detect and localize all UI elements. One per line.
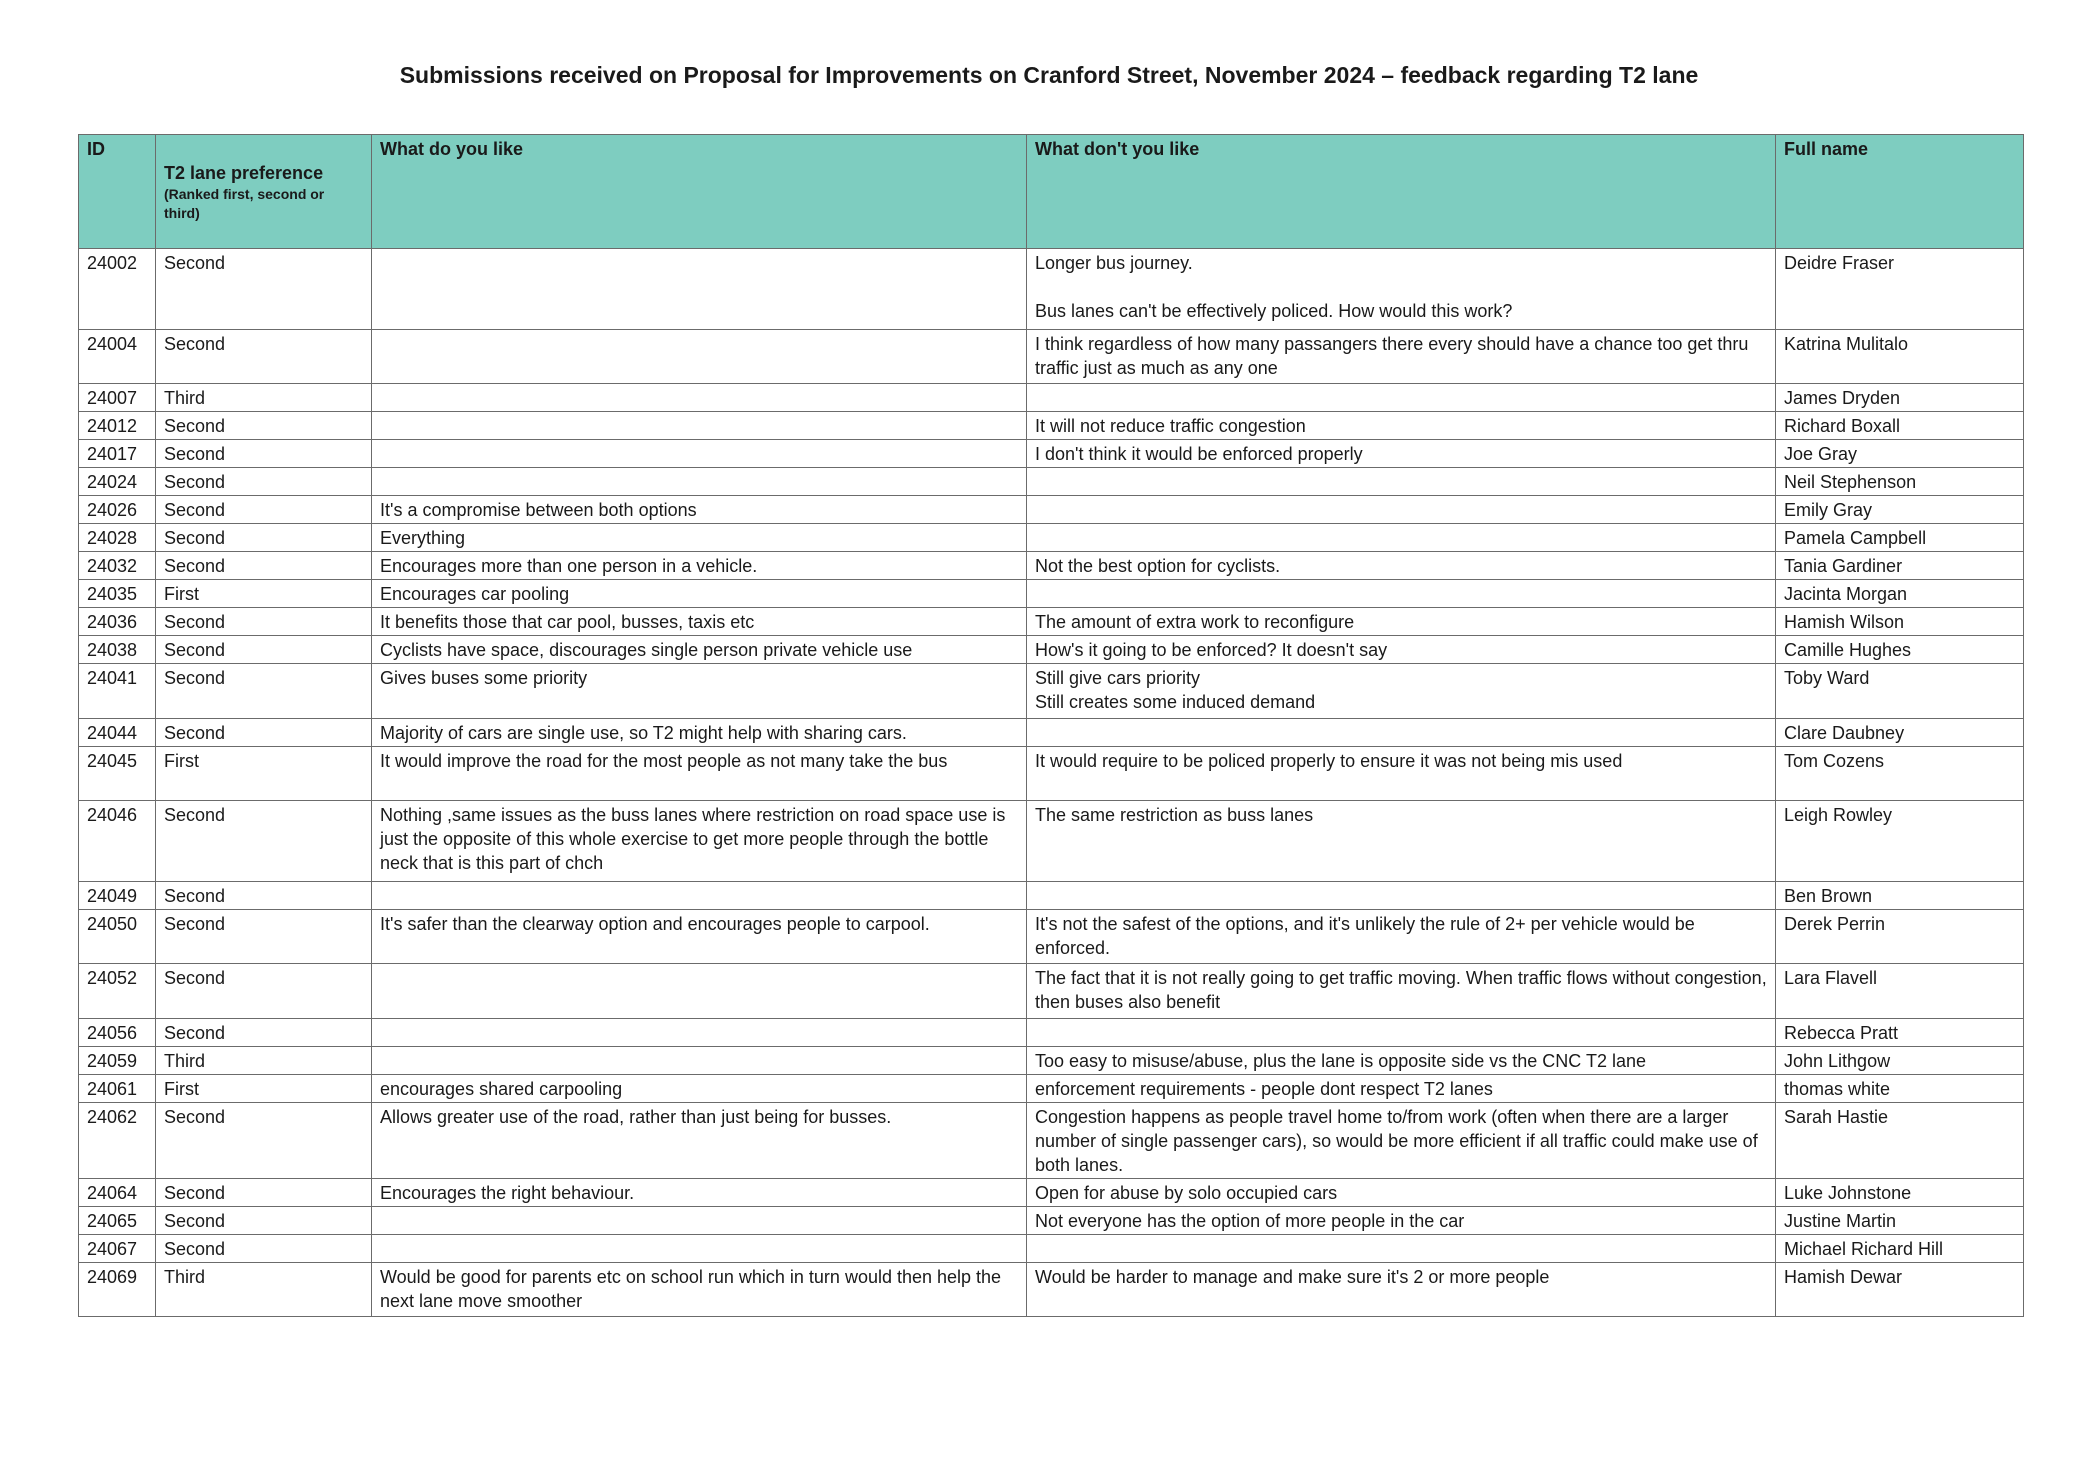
cell-dislike <box>1027 524 1776 552</box>
cell-full-name: James Dryden <box>1776 384 2024 412</box>
cell-id: 24044 <box>79 719 156 747</box>
cell-like: It's safer than the clearway option and encourages people to carpool. <box>372 910 1027 964</box>
cell-id: 24028 <box>79 524 156 552</box>
header-preference-subtitle: (Ranked first, second or third) <box>164 186 325 221</box>
cell-preference: Second <box>156 1179 372 1207</box>
cell-like <box>372 384 1027 412</box>
cell-preference: First <box>156 1075 372 1103</box>
cell-like <box>372 412 1027 440</box>
cell-preference: Second <box>156 1019 372 1047</box>
cell-dislike: How's it going to be enforced? It doesn't say <box>1027 636 1776 664</box>
cell-like: encourages shared carpooling <box>372 1075 1027 1103</box>
cell-preference: Second <box>156 664 372 719</box>
cell-dislike: It would require to be policed properly to ensure it was not being mis used <box>1027 747 1776 801</box>
cell-full-name: Michael Richard Hill <box>1776 1235 2024 1263</box>
cell-preference: Third <box>156 384 372 412</box>
table-row <box>79 330 2024 384</box>
cell-full-name: Justine Martin <box>1776 1207 2024 1235</box>
table-row <box>79 1235 2024 1263</box>
cell-dislike: The same restriction as buss lanes <box>1027 801 1776 882</box>
table-row <box>79 412 2024 440</box>
cell-full-name: Hamish Wilson <box>1776 608 2024 636</box>
table-body <box>79 249 2024 1317</box>
header-full-name: Full name <box>1776 135 2024 249</box>
cell-id: 24049 <box>79 882 156 910</box>
cell-id: 24062 <box>79 1103 156 1179</box>
cell-preference: Second <box>156 496 372 524</box>
table-row <box>79 719 2024 747</box>
cell-preference: First <box>156 747 372 801</box>
cell-like: Would be good for parents etc on school run which in turn would then help the next lane move smoother <box>372 1263 1027 1317</box>
cell-full-name: Camille Hughes <box>1776 636 2024 664</box>
cell-preference: Second <box>156 468 372 496</box>
cell-dislike: I think regardless of how many passangers there every should have a chance too get thru traffic just as much as any one <box>1027 330 1776 384</box>
cell-like: Nothing ,same issues as the buss lanes where restriction on road space use is just the opposite of this whole exercise to get more people through the bottle neck that is this part of chch <box>372 801 1027 882</box>
table-row <box>79 1103 2024 1179</box>
cell-preference: Third <box>156 1263 372 1317</box>
cell-like <box>372 468 1027 496</box>
cell-like <box>372 1019 1027 1047</box>
cell-full-name: Luke Johnstone <box>1776 1179 2024 1207</box>
table-row <box>79 1047 2024 1075</box>
cell-full-name: Toby Ward <box>1776 664 2024 719</box>
table-row <box>79 608 2024 636</box>
cell-like: It's a compromise between both options <box>372 496 1027 524</box>
cell-preference: First <box>156 580 372 608</box>
cell-dislike <box>1027 719 1776 747</box>
table-row <box>79 468 2024 496</box>
table-row <box>79 580 2024 608</box>
cell-dislike <box>1027 580 1776 608</box>
cell-preference: Second <box>156 1207 372 1235</box>
cell-like <box>372 249 1027 330</box>
table-row <box>79 636 2024 664</box>
cell-id: 24061 <box>79 1075 156 1103</box>
cell-id: 24017 <box>79 440 156 468</box>
cell-id: 24038 <box>79 636 156 664</box>
table-row <box>79 964 2024 1019</box>
cell-dislike <box>1027 1235 1776 1263</box>
cell-dislike: It's not the safest of the options, and it's unlikely the rule of 2+ per vehicle would be enforced. <box>1027 910 1776 964</box>
table-row <box>79 801 2024 882</box>
cell-full-name: Clare Daubney <box>1776 719 2024 747</box>
cell-dislike: Congestion happens as people travel home to/from work (often when there are a larger number of single passenger cars), so would be more efficient if all traffic could make use of both lanes. <box>1027 1103 1776 1179</box>
header-id: ID <box>79 135 156 249</box>
cell-preference: Second <box>156 552 372 580</box>
table-row <box>79 1019 2024 1047</box>
cell-like: Everything <box>372 524 1027 552</box>
cell-preference: Second <box>156 801 372 882</box>
cell-id: 24035 <box>79 580 156 608</box>
table-row <box>79 496 2024 524</box>
cell-id: 24007 <box>79 384 156 412</box>
cell-full-name: Emily Gray <box>1776 496 2024 524</box>
feedback-table <box>78 134 2024 1317</box>
cell-id: 24046 <box>79 801 156 882</box>
cell-preference: Second <box>156 524 372 552</box>
cell-dislike: Still give cars priority Still creates some induced demand <box>1027 664 1776 719</box>
cell-id: 24004 <box>79 330 156 384</box>
cell-full-name: Rebecca Pratt <box>1776 1019 2024 1047</box>
cell-like <box>372 1207 1027 1235</box>
table-row <box>79 552 2024 580</box>
cell-full-name: Derek Perrin <box>1776 910 2024 964</box>
cell-full-name: Neil Stephenson <box>1776 468 2024 496</box>
cell-like <box>372 1047 1027 1075</box>
cell-full-name: Ben Brown <box>1776 882 2024 910</box>
cell-like <box>372 964 1027 1019</box>
header-preference-label: T2 lane preference <box>164 163 324 183</box>
cell-like: Allows greater use of the road, rather than just being for busses. <box>372 1103 1027 1179</box>
page-title: Submissions received on Proposal for Improvements on Cranford Street, November 2024 – feedback regarding T2 lane <box>399 62 1699 88</box>
cell-preference: Second <box>156 910 372 964</box>
cell-preference: Second <box>156 440 372 468</box>
table-row <box>79 440 2024 468</box>
cell-like: Cyclists have space, discourages single person private vehicle use <box>372 636 1027 664</box>
cell-id: 24052 <box>79 964 156 1019</box>
cell-id: 24012 <box>79 412 156 440</box>
cell-preference: Second <box>156 636 372 664</box>
cell-preference: Second <box>156 608 372 636</box>
cell-like <box>372 440 1027 468</box>
cell-full-name: Tania Gardiner <box>1776 552 2024 580</box>
cell-dislike: Not everyone has the option of more people in the car <box>1027 1207 1776 1235</box>
cell-dislike <box>1027 496 1776 524</box>
cell-dislike <box>1027 468 1776 496</box>
cell-full-name: Tom Cozens <box>1776 747 2024 801</box>
cell-preference: Second <box>156 882 372 910</box>
table-row <box>79 664 2024 719</box>
cell-dislike: It will not reduce traffic congestion <box>1027 412 1776 440</box>
table-row <box>79 384 2024 412</box>
table-row <box>79 1075 2024 1103</box>
table-header-row <box>79 135 2024 249</box>
table-row <box>79 1179 2024 1207</box>
cell-id: 24065 <box>79 1207 156 1235</box>
cell-preference: Second <box>156 1235 372 1263</box>
header-preference <box>156 135 372 249</box>
cell-full-name: Lara Flavell <box>1776 964 2024 1019</box>
cell-like: It benefits those that car pool, busses, taxis etc <box>372 608 1027 636</box>
cell-id: 24069 <box>79 1263 156 1317</box>
cell-dislike: enforcement requirements - people dont respect T2 lanes <box>1027 1075 1776 1103</box>
cell-full-name: Sarah Hastie <box>1776 1103 2024 1179</box>
cell-full-name: Leigh Rowley <box>1776 801 2024 882</box>
cell-like <box>372 882 1027 910</box>
cell-id: 24064 <box>79 1179 156 1207</box>
table-row <box>79 1263 2024 1317</box>
cell-full-name: thomas white <box>1776 1075 2024 1103</box>
cell-dislike: Would be harder to manage and make sure it's 2 or more people <box>1027 1263 1776 1317</box>
header-like: What do you like <box>372 135 1027 249</box>
cell-like <box>372 1235 1027 1263</box>
table-row <box>79 524 2024 552</box>
cell-preference: Second <box>156 719 372 747</box>
cell-like: Encourages the right behaviour. <box>372 1179 1027 1207</box>
cell-dislike: The fact that it is not really going to get traffic moving. When traffic flows without congestion, then buses also benefit <box>1027 964 1776 1019</box>
cell-like: Gives buses some priority <box>372 664 1027 719</box>
cell-preference: Second <box>156 964 372 1019</box>
cell-preference: Second <box>156 330 372 384</box>
cell-dislike: Longer bus journey. Bus lanes can't be effectively policed. How would this work? <box>1027 249 1776 330</box>
cell-like: Encourages more than one person in a vehicle. <box>372 552 1027 580</box>
cell-full-name: Richard Boxall <box>1776 412 2024 440</box>
cell-id: 24041 <box>79 664 156 719</box>
cell-id: 24036 <box>79 608 156 636</box>
cell-preference: Third <box>156 1047 372 1075</box>
table-row <box>79 882 2024 910</box>
cell-preference: Second <box>156 1103 372 1179</box>
table-row <box>79 249 2024 330</box>
cell-full-name: John Lithgow <box>1776 1047 2024 1075</box>
cell-like: Majority of cars are single use, so T2 might help with sharing cars. <box>372 719 1027 747</box>
cell-dislike: I don't think it would be enforced properly <box>1027 440 1776 468</box>
cell-full-name: Jacinta Morgan <box>1776 580 2024 608</box>
cell-id: 24056 <box>79 1019 156 1047</box>
cell-id: 24002 <box>79 249 156 330</box>
table-row <box>79 910 2024 964</box>
cell-id: 24067 <box>79 1235 156 1263</box>
cell-dislike: Not the best option for cyclists. <box>1027 552 1776 580</box>
cell-id: 24024 <box>79 468 156 496</box>
cell-full-name: Joe Gray <box>1776 440 2024 468</box>
cell-preference: Second <box>156 412 372 440</box>
cell-dislike: Open for abuse by solo occupied cars <box>1027 1179 1776 1207</box>
cell-full-name: Hamish Dewar <box>1776 1263 2024 1317</box>
cell-dislike <box>1027 882 1776 910</box>
cell-full-name: Deidre Fraser <box>1776 249 2024 330</box>
cell-dislike: The amount of extra work to reconfigure <box>1027 608 1776 636</box>
cell-like: Encourages car pooling <box>372 580 1027 608</box>
table-row <box>79 747 2024 801</box>
table-row <box>79 1207 2024 1235</box>
cell-like <box>372 330 1027 384</box>
cell-id: 24059 <box>79 1047 156 1075</box>
cell-dislike <box>1027 1019 1776 1047</box>
cell-id: 24026 <box>79 496 156 524</box>
cell-full-name: Katrina Mulitalo <box>1776 330 2024 384</box>
cell-full-name: Pamela Campbell <box>1776 524 2024 552</box>
cell-id: 24045 <box>79 747 156 801</box>
cell-id: 24050 <box>79 910 156 964</box>
cell-id: 24032 <box>79 552 156 580</box>
cell-like: It would improve the road for the most people as not many take the bus <box>372 747 1027 801</box>
header-dislike: What don't you like <box>1027 135 1776 249</box>
cell-dislike <box>1027 384 1776 412</box>
cell-preference: Second <box>156 249 372 330</box>
cell-dislike: Too easy to misuse/abuse, plus the lane is opposite side vs the CNC T2 lane <box>1027 1047 1776 1075</box>
